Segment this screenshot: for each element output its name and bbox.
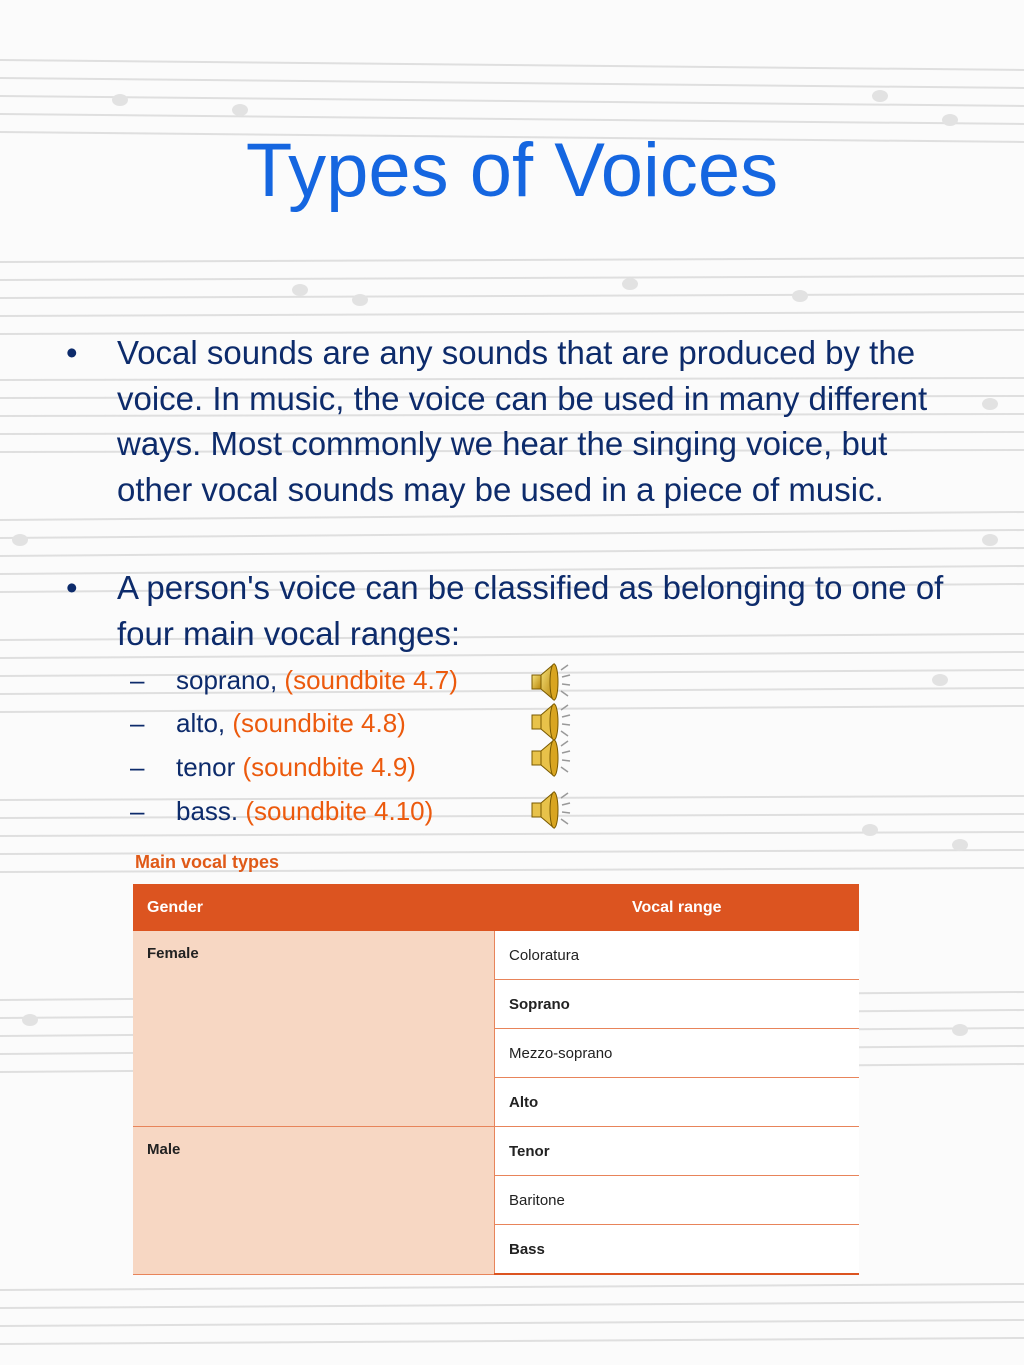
range-name: bass. [176, 796, 239, 826]
table-row [133, 931, 859, 980]
soundbite-link[interactable]: (soundbite 4.10) [245, 796, 434, 826]
range-cell: Alto [495, 1078, 860, 1127]
table-row [133, 1127, 859, 1176]
soundbite-link[interactable]: (soundbite 4.8) [232, 708, 406, 738]
soundbite-link[interactable]: (soundbite 4.9) [242, 752, 416, 782]
bullet-marker: • [66, 334, 78, 371]
table-title: Main vocal types [135, 852, 280, 872]
soundbite-link[interactable]: (soundbite 4.7) [284, 665, 458, 695]
vocal-range-item [0, 660, 700, 704]
sub-marker: – [130, 665, 145, 695]
bullet-text: Vocal sounds are any sounds that are produced by the voice. In music, the voice can be used in many different ways. Most commonly we hear the singing voice, but other vocal sounds may be used in a piece of music. [117, 334, 928, 508]
range-cell: Soprano [495, 980, 860, 1029]
range-name: alto, [176, 708, 226, 738]
speaker-icon[interactable] [528, 736, 574, 780]
header-vocal-range: Vocal range [495, 884, 860, 931]
range-name: tenor [176, 752, 236, 782]
gender-cell: Male [133, 1127, 495, 1275]
range-cell: Coloratura [495, 931, 860, 980]
bullet-text: A person's voice can be classified as belonging to one of four main vocal ranges: [117, 569, 944, 652]
sub-marker: – [130, 752, 145, 782]
vocal-range-label [176, 660, 458, 700]
vocal-types-table [133, 884, 859, 1275]
speaker-icon[interactable] [528, 660, 574, 704]
vocal-range-label [176, 747, 416, 787]
header-gender: Gender [133, 884, 495, 931]
vocal-range-item [0, 703, 700, 747]
sub-marker: – [130, 708, 145, 738]
range-cell: Mezzo-soprano [495, 1029, 860, 1078]
vocal-range-label [176, 703, 406, 743]
bullet-marker: • [66, 569, 78, 606]
speaker-icon[interactable] [528, 788, 574, 832]
table-header-row [133, 884, 859, 931]
range-cell: Tenor [495, 1127, 860, 1176]
sub-marker: – [130, 796, 145, 826]
range-cell: Bass [495, 1225, 860, 1275]
range-name: soprano, [176, 665, 278, 695]
page-title: Types of Voices [245, 128, 779, 213]
vocal-range-label [176, 791, 433, 831]
vocal-range-item [0, 747, 700, 791]
range-cell: Baritone [495, 1176, 860, 1225]
vocal-range-item [0, 791, 700, 835]
gender-cell: Female [133, 931, 495, 1127]
